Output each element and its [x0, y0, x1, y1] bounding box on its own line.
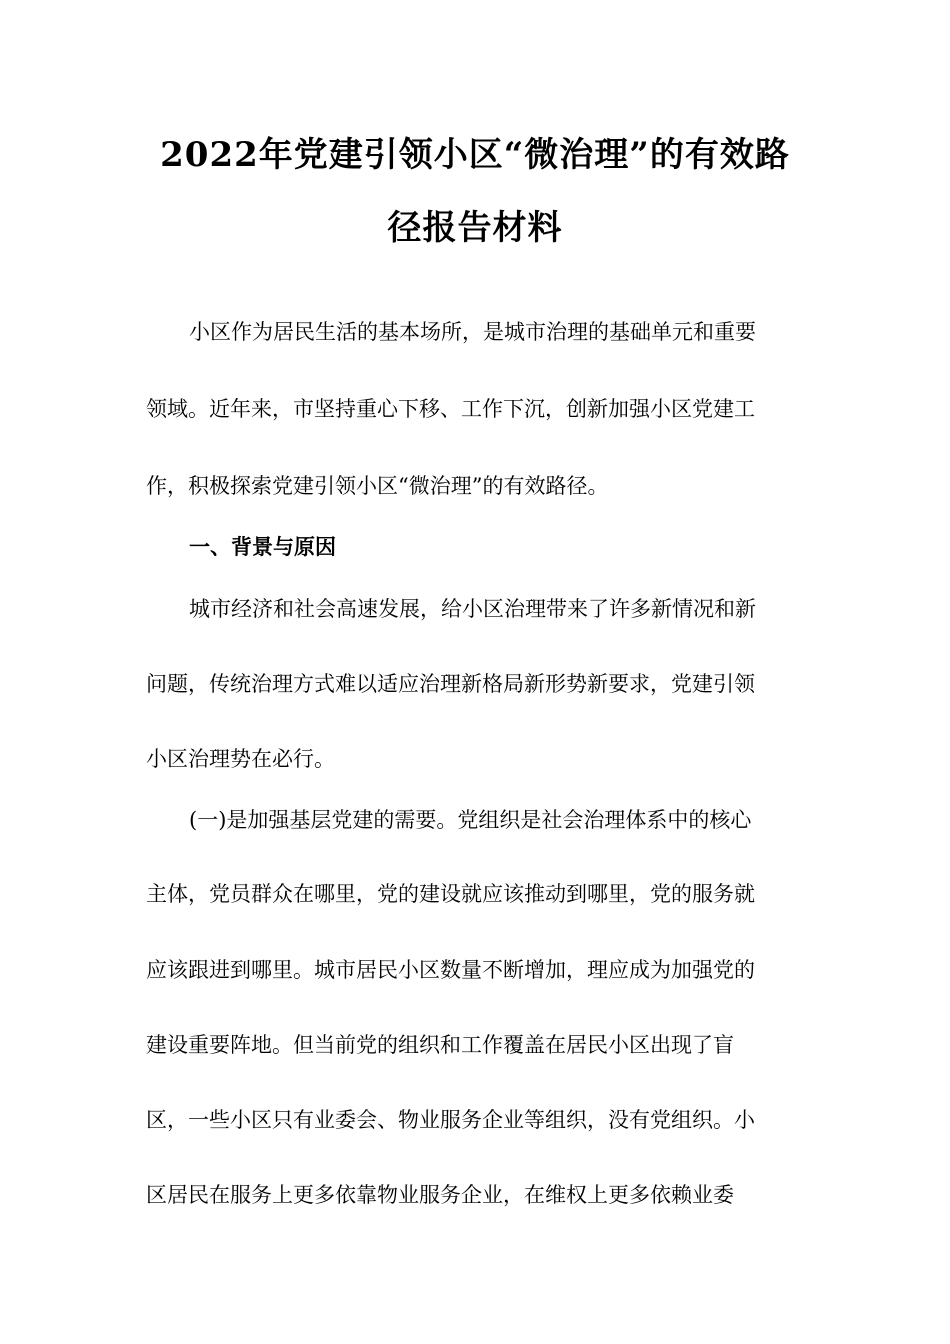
section-heading: 一、背景与原因	[189, 535, 336, 559]
paragraph-3-line-6: 区居民在服务上更多依靠物业服务企业，在维权上更多依赖业委	[146, 1183, 734, 1207]
paragraph-1-line-1: 小区作为居民生活的基本场所，是城市治理的基础单元和重要	[189, 320, 756, 344]
paragraph-3-line-4: 建设重要阵地。但当前党的组织和工作覆盖在居民小区出现了盲	[146, 1033, 734, 1057]
paragraph-3-line-2: 主体，党员群众在哪里，党的建设就应该推动到哪里，党的服务就	[146, 882, 755, 906]
paragraph-1-line-2: 领域。近年来，市坚持重心下移、工作下沉，创新加强小区党建工	[146, 397, 755, 421]
paragraph-2-line-1: 城市经济和社会高速发展，给小区治理带来了许多新情况和新	[189, 597, 756, 621]
document-title-line-1: 2022年党建引领小区“微治理”的有效路	[160, 135, 790, 175]
document-title-line-2: 径报告材料	[387, 208, 563, 248]
paragraph-2-line-3: 小区治理势在必行。	[146, 747, 335, 771]
paragraph-2-line-2: 问题，传统治理方式难以适应治理新格局新形势新要求，党建引领	[146, 672, 755, 696]
paragraph-3-line-3: 应该跟进到哪里。城市居民小区数量不断增加，理应成为加强党的	[146, 958, 755, 982]
paragraph-3-line-5: 区，一些小区只有业委会、物业服务企业等组织，没有党组织。小	[146, 1108, 755, 1132]
paragraph-3-line-1: (一)是加强基层党建的需要。党组织是社会治理体系中的核心	[189, 808, 752, 832]
paragraph-1-line-3: 作，积极探索党建引领小区“微治理”的有效路径。	[146, 474, 609, 498]
